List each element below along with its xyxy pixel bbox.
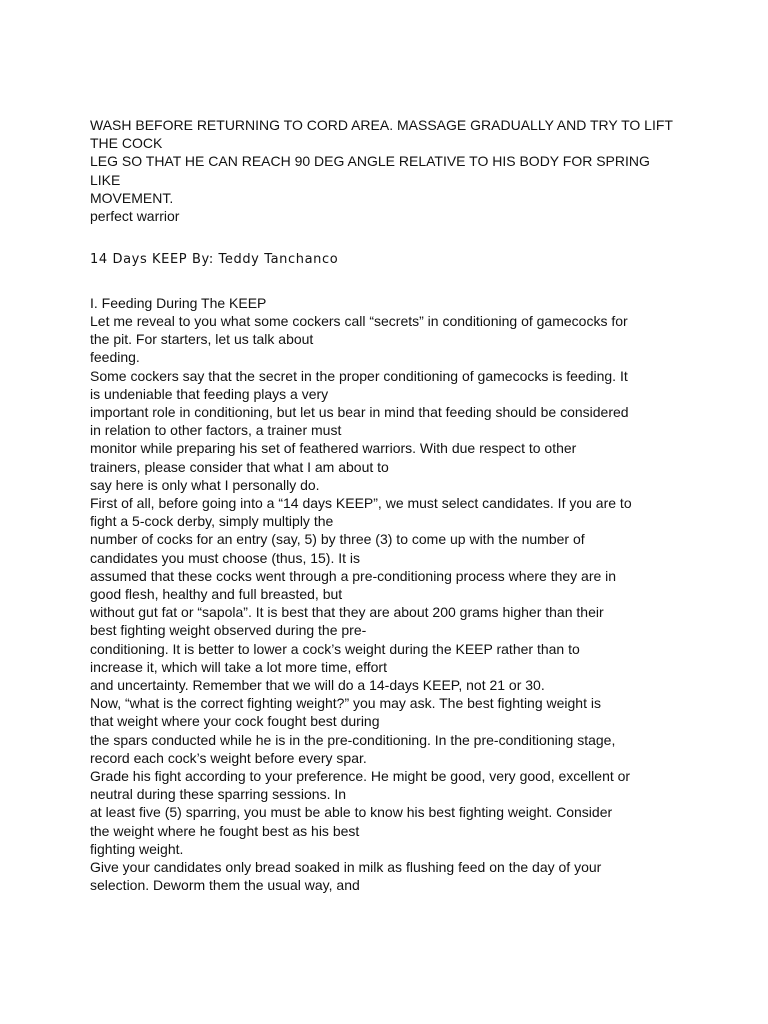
text-line: and uncertainty. Remember that we will do a 14-days KEEP, not 21 or 30.: [90, 677, 545, 694]
document-text: [90, 116, 690, 895]
text-line: candidates you must choose (thus, 15). It is: [90, 549, 361, 566]
text-line: say here is only what I personally do.: [90, 476, 320, 493]
text-line: neutral during these sparring sessions. In: [90, 786, 347, 803]
blank-line: [90, 225, 690, 243]
text-line: number of cocks for an entry (say, 5) by three (3) to come up with the number of: [90, 531, 585, 548]
text-line: Some cockers say that the secret in the proper conditioning of gamecocks is feeding. It: [90, 367, 628, 384]
text-line: fight a 5-cock derby, simply multiply the: [90, 513, 334, 530]
text-line: WASH BEFORE RETURNING TO CORD AREA. MASSAGE GRADUALLY AND TRY TO LIFT: [90, 117, 673, 133]
text-line: Let me reveal to you what some cockers call “secrets” in conditioning of gamecocks for: [90, 313, 628, 329]
text-line: in relation to other factors, a trainer must: [90, 422, 342, 439]
body-text: [90, 312, 690, 895]
text-line: without gut fat or “sapola”. It is best that they are about 200 grams higher than their: [90, 604, 604, 621]
text-line: trainers, please consider that what I am about to: [90, 458, 389, 475]
text-line: the pit. For starters, let us talk about: [90, 331, 314, 348]
document-title: 14 Days KEEP By: Teddy Tanchanco: [90, 252, 339, 268]
text-line: important role in conditioning, but let us bear in mind that feeding should be considered: [90, 404, 629, 421]
text-line: good flesh, healthy and full breasted, but: [90, 586, 343, 603]
text-line: increase it, which will take a lot more time, effort: [90, 658, 387, 675]
text-line: monitor while preparing his set of feathered warriors. With due respect to other: [90, 440, 577, 457]
text-line: that weight where your cock fought best during: [90, 713, 380, 730]
text-line: perfect warrior: [90, 208, 180, 225]
text-line: LIKE: [90, 171, 121, 188]
text-line: feeding.: [90, 349, 140, 366]
text-line: MOVEMENT.: [90, 189, 174, 206]
text-line: the weight where he fought best as his best: [90, 822, 360, 839]
text-line: THE COCK: [90, 135, 163, 152]
text-line: selection. Deworm them the usual way, and: [90, 877, 360, 894]
text-line: record each cock’s weight before every spar.: [90, 749, 367, 766]
text-line: best fighting weight observed during the pre-: [90, 622, 367, 639]
intro-paragraph: [90, 116, 690, 225]
text-line: Grade his fight according to your preference. He might be good, very good, excellent or: [90, 768, 631, 785]
text-line: First of all, before going into a “14 days KEEP”, we must select candidates. If you are to: [90, 495, 632, 512]
text-line: Now, “what is the correct fighting weight?” you may ask. The best fighting weight is: [90, 695, 601, 712]
text-line: is undeniable that feeding plays a very: [90, 385, 329, 402]
text-line: assumed that these cocks went through a pre-conditioning process where they are in: [90, 567, 617, 584]
text-line: LEG SO THAT HE CAN REACH 90 DEG ANGLE RELATIVE TO HIS BODY FOR SPRING: [90, 153, 650, 170]
section-heading: I. Feeding During The KEEP: [90, 294, 267, 311]
text-line: fighting weight.: [90, 840, 184, 857]
text-line: the spars conducted while he is in the pre-conditioning. In the pre-conditioning stage,: [90, 731, 616, 748]
text-line: at least five (5) sparring, you must be able to know his best fighting weight. Consider: [90, 804, 613, 821]
text-line: Give your candidates only bread soaked in milk as flushing feed on the day of your: [90, 859, 602, 876]
blank-line: [90, 276, 690, 294]
text-line: conditioning. It is better to lower a cock’s weight during the KEEP rather than to: [90, 640, 580, 657]
